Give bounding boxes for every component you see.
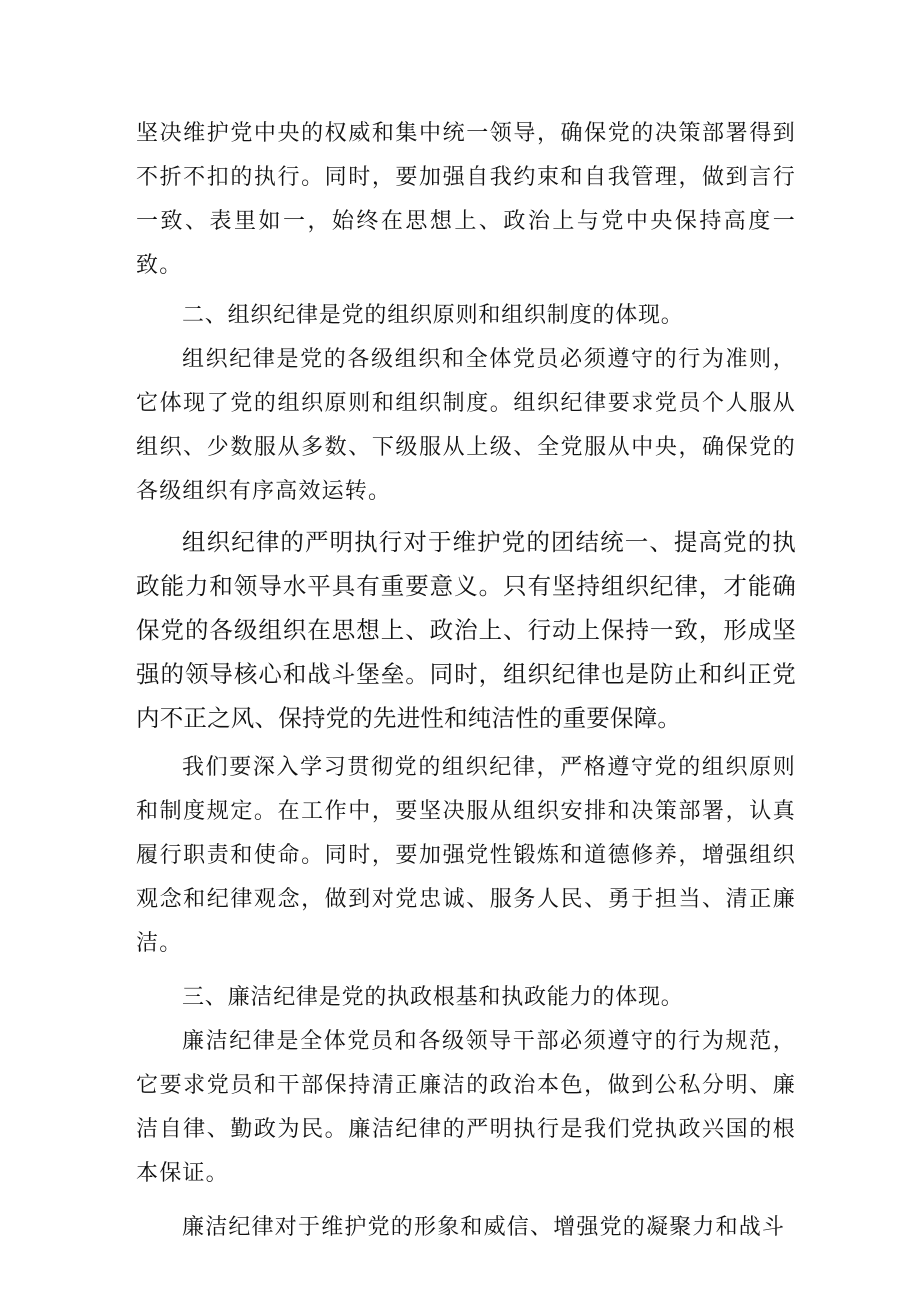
paragraph-organization-definition: 组织纪律是党的各级组织和全体党员必须遵守的行为准则，它体现了党的组织原则和组织制度。组织纪律要求党员个人服从组织、少数服从多数、下级服从上级、全党服从中央，确保党的各级组织有序高效运转。 [136, 347, 796, 504]
paragraph-continuation: 坚决维护党中央的权威和集中统一领导，确保党的决策部署得到不折不扣的执行。同时，要加强自我约束和自我管理，做到言行一致、表里如一，始终在思想上、政治上与党中央保持高度一致。 [136, 121, 796, 278]
paragraph-organization-significance: 组织纪律的严明执行对于维护党的团结统一、提高党的执政能力和领导水平具有重要意义。只有坚持组织纪律，才能确保党的各级组织在思想上、政治上、行动上保持一致，形成坚强的领导核心和战斗堡垒。同时，组织纪律也是防止和纠正党内不正之风、保持党的先进性和纯洁性的重要保障。 [136, 528, 796, 732]
document-body [136, 112, 796, 1250]
section-heading-organization-discipline: 二、组织纪律是党的组织原则和组织制度的体现。 [182, 303, 684, 328]
paragraph-integrity-definition: 廉洁纪律是全体党员和各级领导干部必须遵守的行为规范，它要求党员和干部保持清正廉洁的政治本色，做到公私分明、廉洁自律、勤政为民。廉洁纪律的严明执行是我们党执政兴国的根本保证。 [136, 1029, 796, 1186]
section-heading-integrity-discipline: 三、廉洁纪律是党的执政根基和执政能力的体现。 [182, 985, 684, 1010]
paragraph-integrity-significance: 廉洁纪律对于维护党的形象和威信、增强党的凝聚力和战斗 [182, 1215, 786, 1240]
paragraph-organization-requirements: 我们要深入学习贯彻党的组织纪律，严格遵守党的组织原则和制度规定。在工作中，要坚决服从组织安排和决策部署，认真履行职责和使命。同时，要加强党性锻炼和道德修养，增强组织观念和纪律观念，做到对党忠诚、服务人民、勇于担当、清正廉洁。 [136, 755, 796, 956]
